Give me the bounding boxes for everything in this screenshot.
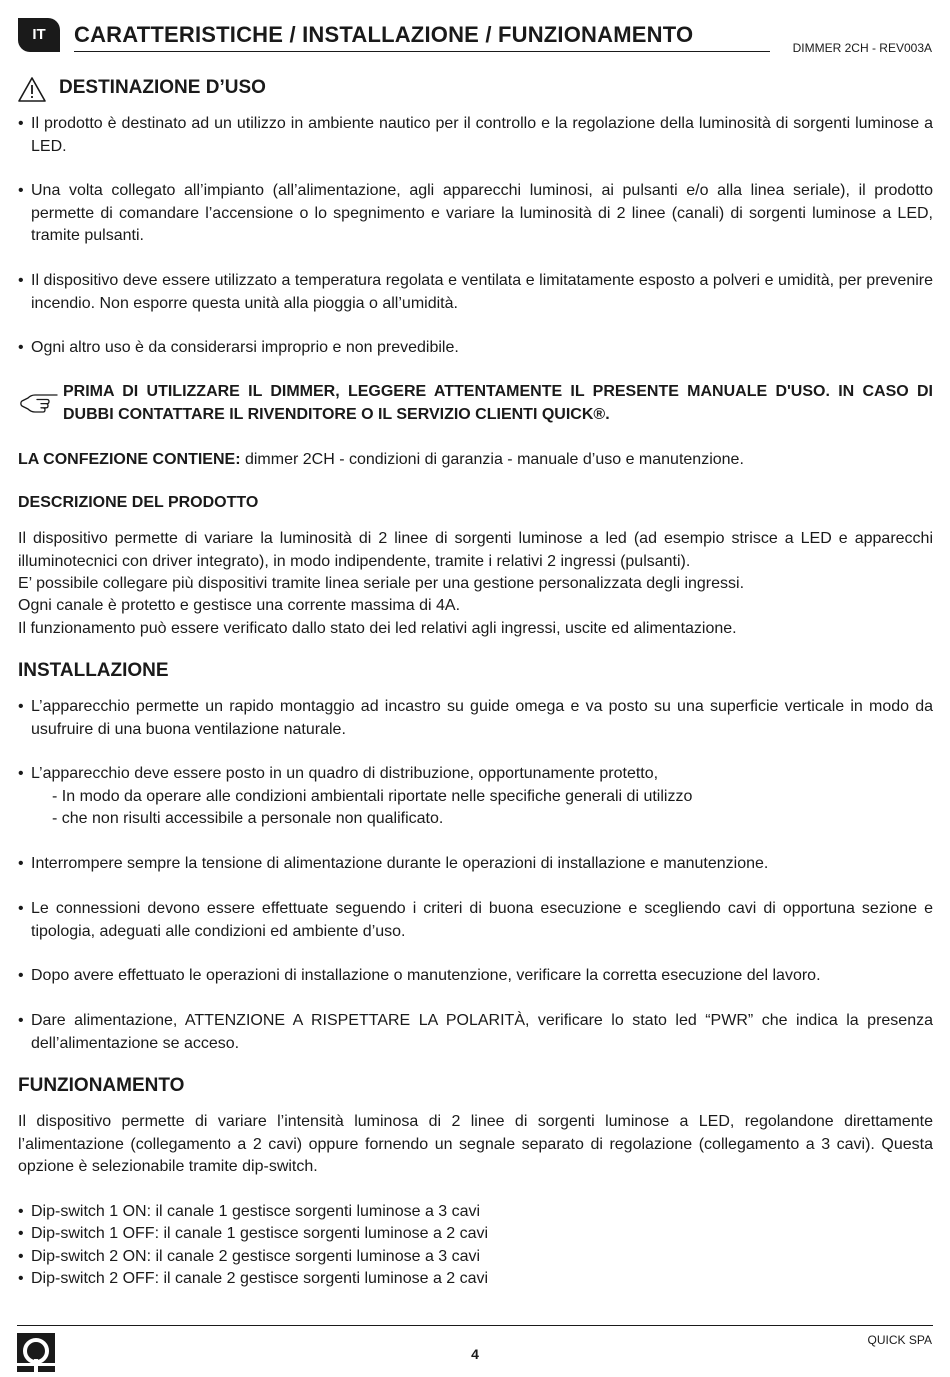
list-item: • Interrompere sempre la tensione di alimentazione durante le operazioni di installazione e manutenzione.	[18, 853, 933, 876]
page-title: CARATTERISTICHE / INSTALLAZIONE / FUNZIONAMENTO	[74, 22, 694, 47]
package-contents-label: LA CONFEZIONE CONTIENE:	[18, 451, 241, 468]
list-item: • Ogni altro uso è da considerarsi improprio e non prevedibile.	[18, 337, 933, 360]
language-badge: IT	[18, 18, 60, 52]
list-item-text: Interrompere sempre la tensione di alimentazione durante le operazioni di installazione e manutenzione.	[31, 855, 769, 872]
list-item: • Dip-switch 2 ON: il canale 2 gestisce sorgenti luminose a 3 cavi	[18, 1246, 933, 1269]
document-code: DIMMER 2CH - REV003A	[792, 41, 932, 55]
package-contents-text: dimmer 2CH - condizioni di garanzia - manuale d’uso e manutenzione.	[240, 451, 744, 468]
operation-paragraph: Il dispositivo permette di variare l’intensità luminosa di 2 linee di sorgenti luminose a LED, regolandone direttamente l’alimentazione (collegamento a 2 cavi) oppure fornendo un segnale separato di regolazione (collegamento a 3 cavi). Questa opzione è selezionabile tramite dip-switch.	[18, 1113, 933, 1175]
list-item: • L’apparecchio deve essere posto in un quadro di distribuzione, opportunamente protetto,	[18, 763, 933, 786]
list-item-text: Dip-switch 1 ON: il canale 1 gestisce sorgenti luminose a 3 cavi	[31, 1203, 481, 1220]
list-item: • Il dispositivo deve essere utilizzato a temperatura regolata e ventilata e limitatamente esposto a polveri e umidità, per prevenire incendio. Non esporre questa unità alla pioggia o all’umidità.	[18, 270, 933, 315]
description-paragraph: Il dispositivo permette di variare la luminosità di 2 linee di sorgenti luminose a led (ad esempio strisce a LED e apparecchi illuminotecnici con driver integrato), in modo indipendente, tramite i relativi 2 ingressi (pulsanti).	[18, 530, 933, 570]
list-item-text: Il dispositivo deve essere utilizzato a temperatura regolata e ventilata e limitatamente esposto a polveri e umidità, per prevenire incendio. Non esporre questa unità alla pioggia o all’umidità.	[31, 272, 933, 312]
list-item-text: L’apparecchio permette un rapido montaggio ad incastro su guide omega e va posto su una superficie verticale in modo da usufruire di una buona ventilazione naturale.	[31, 698, 933, 738]
warning-triangle-icon	[17, 76, 47, 103]
list-item: • Dip-switch 1 ON: il canale 1 gestisce sorgenti luminose a 3 cavi	[18, 1201, 933, 1224]
list-item-text: Dopo avere effettuato le operazioni di installazione o manutenzione, verificare la corretta esecuzione del lavoro.	[31, 967, 821, 984]
list-item: • Le connessioni devono essere effettuate seguendo i criteri di buona esecuzione e scegliendo cavi di opportuna sezione e tipologia, adeguati alle condizioni ed ambiente d’uso.	[18, 898, 933, 943]
footer-divider	[17, 1325, 933, 1326]
list-item-text: L’apparecchio deve essere posto in un quadro di distribuzione, opportunamente protetto,	[31, 765, 659, 782]
list-item-text: Dip-switch 1 OFF: il canale 1 gestisce sorgenti luminose a 2 cavi	[31, 1225, 489, 1242]
header-divider	[74, 51, 770, 52]
page-number: 4	[471, 1346, 479, 1362]
installation-heading: INSTALLAZIONE	[18, 660, 169, 681]
list-item: • Il prodotto è destinato ad un utilizzo in ambiente nautico per il controllo e la regolazione della luminosità di sorgenti luminose a LED.	[18, 113, 933, 158]
intended-use-heading: DESTINAZIONE D’USO	[59, 77, 266, 98]
list-item: • Dopo avere effettuato le operazioni di installazione o manutenzione, verificare la corretta esecuzione del lavoro.	[18, 965, 933, 988]
sub-list-item: - che non risulti accessibile a personale non qualificato.	[52, 810, 444, 827]
list-item-text: Il prodotto è destinato ad un utilizzo in ambiente nautico per il controllo e la regolazione della luminosità di sorgenti luminose a LED.	[31, 115, 933, 155]
list-item: • Dip-switch 2 OFF: il canale 2 gestisce sorgenti luminose a 2 cavi	[18, 1268, 933, 1291]
pointing-hand-icon	[19, 390, 59, 414]
list-item: • L’apparecchio permette un rapido montaggio ad incastro su guide omega e va posto su una superficie verticale in modo da usufruire di una buona ventilazione naturale.	[18, 696, 933, 741]
description-line: Il funzionamento può essere verificato dallo stato dei led relativi agli ingressi, uscite ed alimentazione.	[18, 620, 737, 637]
list-item-text: Dare alimentazione, ATTENZIONE A RISPETTARE LA POLARITÀ, verificare lo stato led “PWR” che indica la presenza dell’alimentazione se acceso.	[31, 1012, 933, 1052]
list-item: • Dare alimentazione, ATTENZIONE A RISPETTARE LA POLARITÀ, verificare lo stato led “PWR” che indica la presenza dell’alimentazione se acceso.	[18, 1010, 933, 1055]
list-item-text: Dip-switch 2 OFF: il canale 2 gestisce sorgenti luminose a 2 cavi	[31, 1270, 489, 1287]
operation-heading: FUNZIONAMENTO	[18, 1075, 185, 1096]
list-item-text: Dip-switch 2 ON: il canale 2 gestisce sorgenti luminose a 3 cavi	[31, 1248, 481, 1265]
description-heading: DESCRIZIONE DEL PRODOTTO	[18, 494, 259, 511]
list-item-text: Ogni altro uso è da considerarsi improprio e non prevedibile.	[31, 339, 459, 356]
package-contents	[18, 449, 744, 472]
list-item: • Dip-switch 1 OFF: il canale 1 gestisce sorgenti luminose a 2 cavi	[18, 1223, 933, 1246]
sub-list-item: - In modo da operare alle condizioni ambientali riportate nelle specifiche generali di utilizzo	[52, 788, 693, 805]
list-item: • Una volta collegato all’impianto (all’alimentazione, agli apparecchi luminosi, ai pulsanti e/o alla linea seriale), il prodotto permette di comandare l’accensione o lo spegnimento e variare la luminosità di 2 linee (canali) di sorgenti luminose a LED, tramite pulsanti.	[18, 180, 933, 248]
manual-notice: PRIMA DI UTILIZZARE IL DIMMER, LEGGERE ATTENTAMENTE IL PRESENTE MANUALE D'USO. IN CASO DI DUBBI CONTATTARE IL RIVENDITORE O IL SERVIZIO CLIENTI QUICK®.	[63, 383, 933, 423]
company-name: QUICK SPA	[867, 1333, 932, 1347]
description-line: Ogni canale è protetto e gestisce una corrente massima di 4A.	[18, 597, 461, 614]
description-line: E’ possibile collegare più dispositivi tramite linea seriale per una gestione personalizzata degli ingressi.	[18, 575, 745, 592]
list-item-text: Le connessioni devono essere effettuate seguendo i criteri di buona esecuzione e scegliendo cavi di opportuna sezione e tipologia, adeguati alle condizioni ed ambiente d’uso.	[31, 900, 933, 940]
list-item-text: Una volta collegato all’impianto (all’alimentazione, agli apparecchi luminosi, ai pulsanti e/o alla linea seriale), il prodotto permette di comandare l’accensione o lo spegnimento e variare la luminosità di 2 linee (canali) di sorgenti luminose a LED, tramite pulsanti.	[31, 182, 933, 244]
